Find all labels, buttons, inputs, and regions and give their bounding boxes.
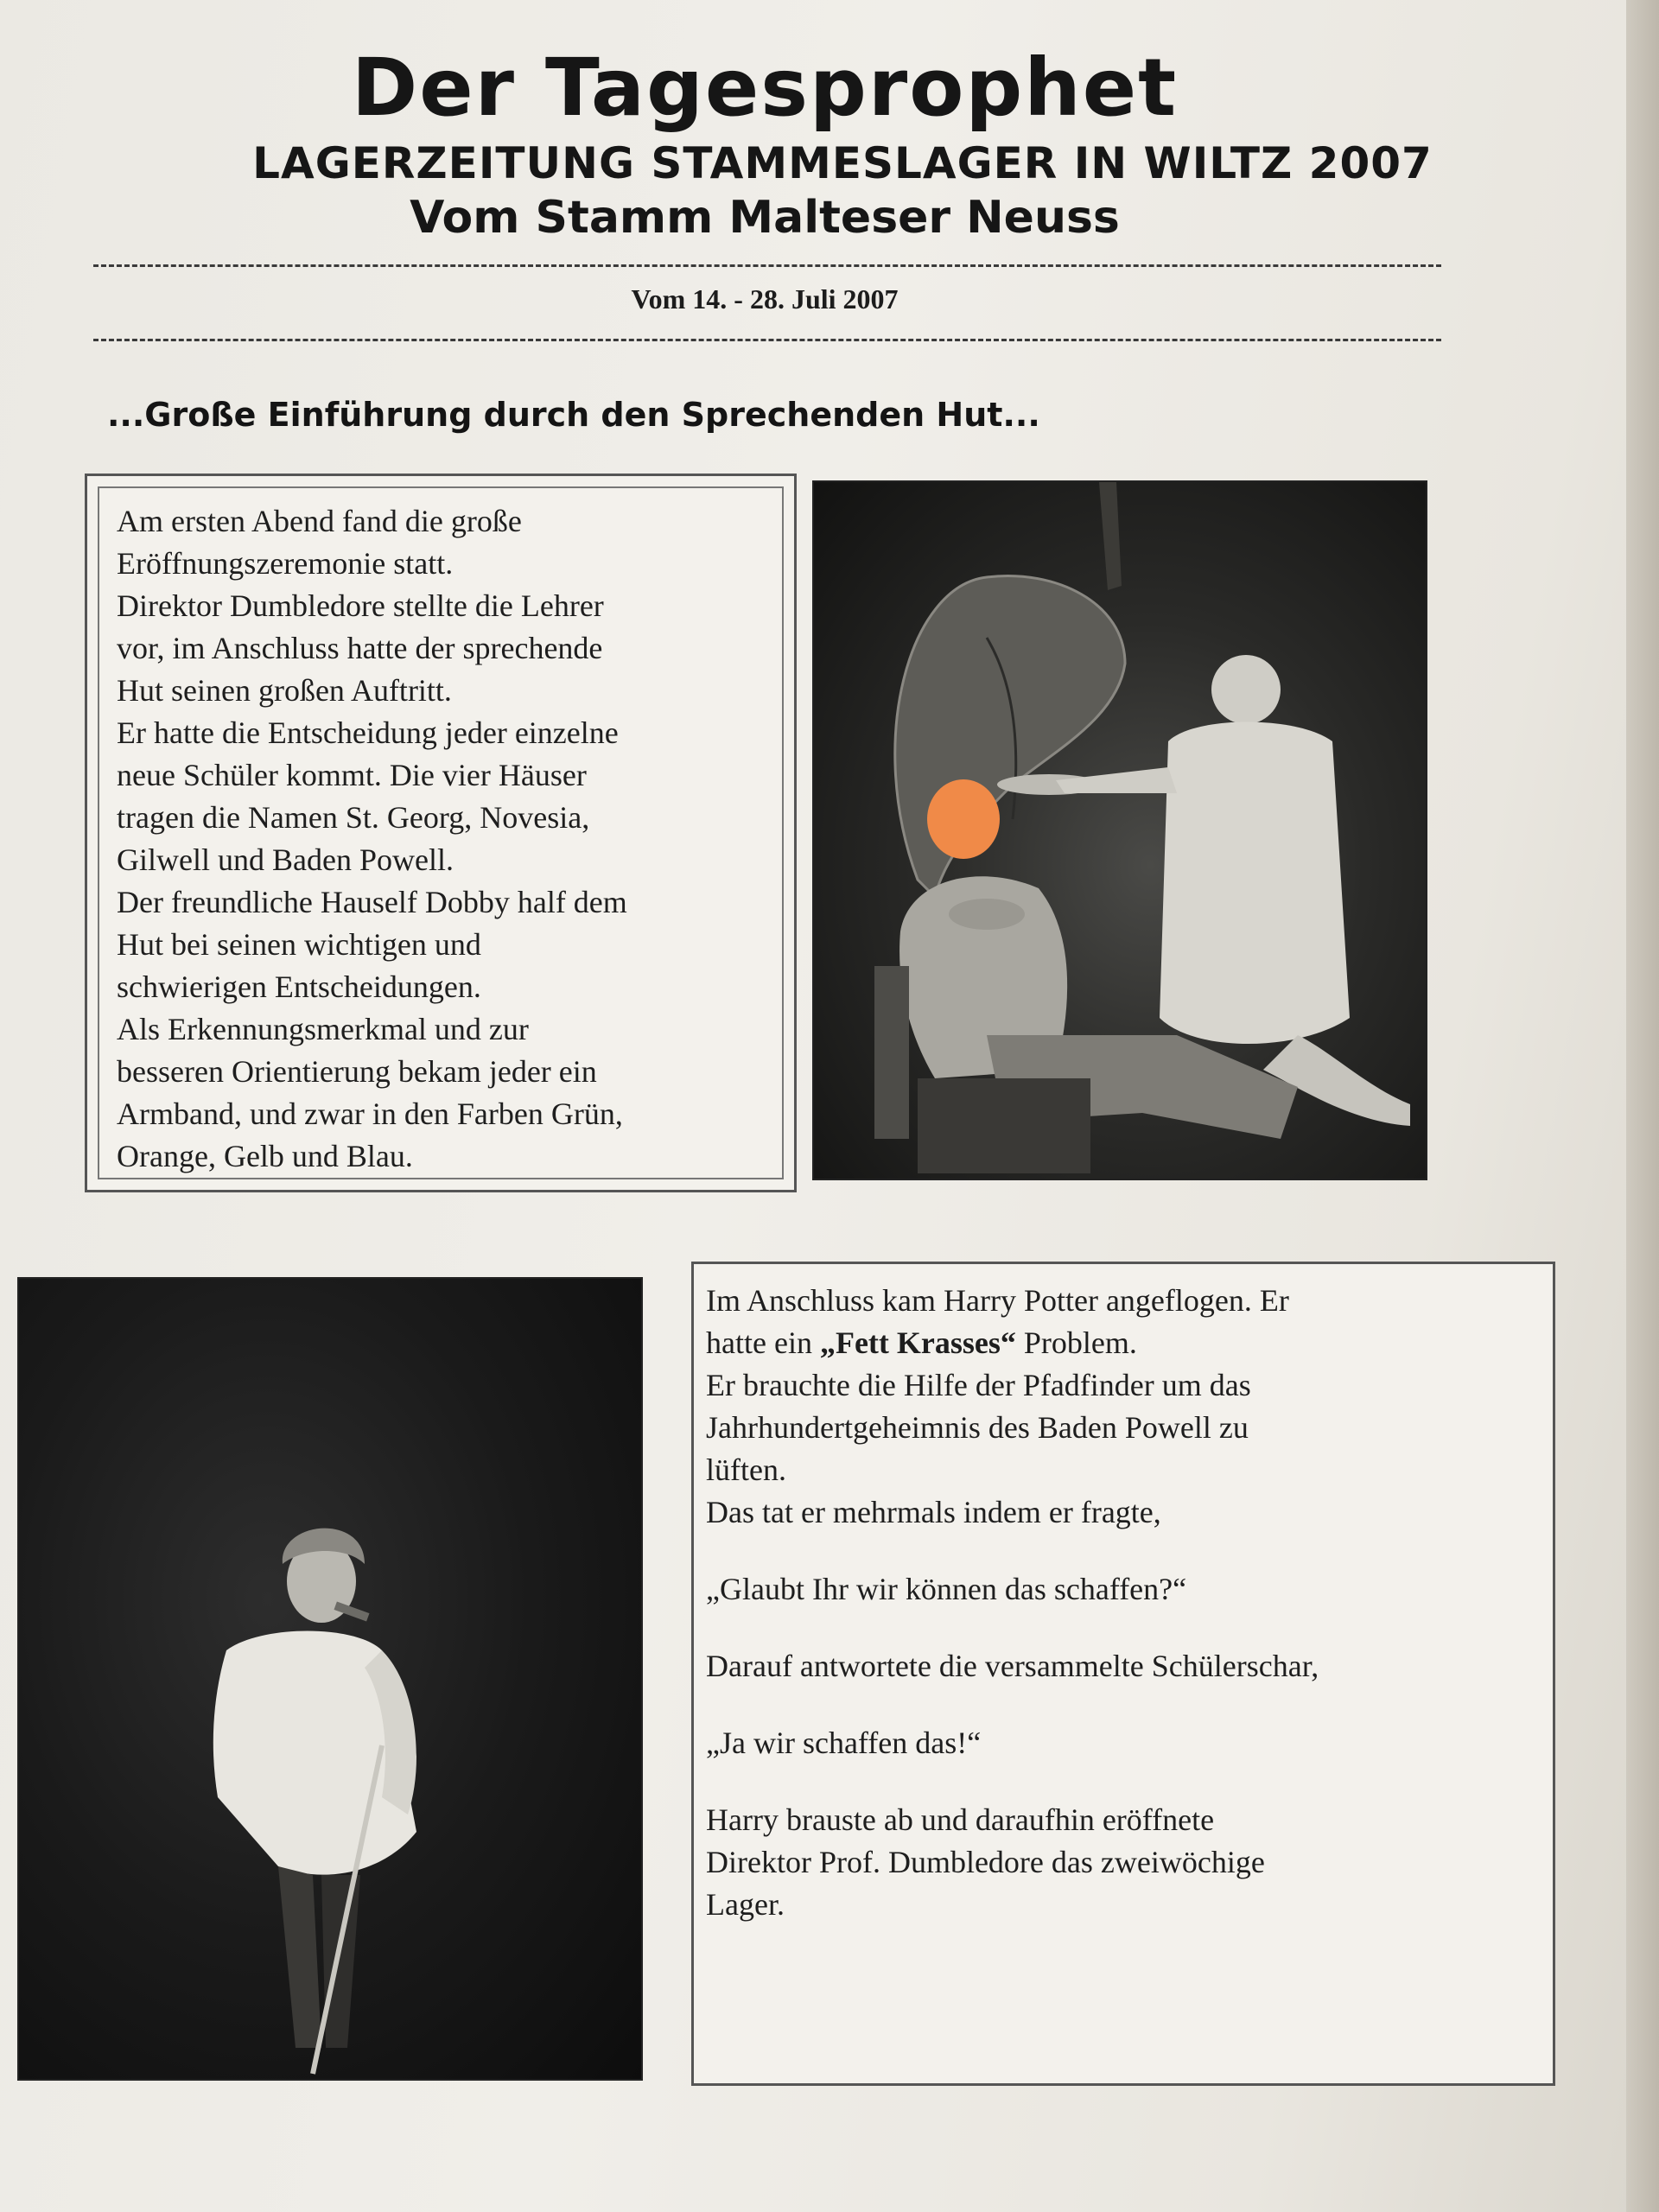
- photo-sorting-hat: [812, 480, 1427, 1180]
- line: Harry brauste ab und daraufhin eröffnete: [706, 1802, 1215, 1837]
- line: tragen die Namen St. Georg, Novesia,: [117, 800, 590, 835]
- line: Hut seinen großen Auftritt.: [117, 673, 452, 708]
- line: lüften.: [706, 1452, 786, 1487]
- page-edge: [1626, 0, 1659, 2212]
- line: Am ersten Abend fand die große: [117, 504, 522, 538]
- line: Armband, und zwar in den Farben Grün,: [117, 1096, 623, 1131]
- bold-phrase: „Fett Krasses“: [819, 1325, 1016, 1360]
- line: neue Schüler kommt. Die vier Häuser: [117, 758, 587, 792]
- line: Er brauchte die Hilfe der Pfadfinder um das: [706, 1368, 1251, 1402]
- closing-paragraph: [706, 1799, 1535, 1926]
- photo-harry-potter: [17, 1277, 643, 2081]
- intro-paragraph: [117, 500, 766, 1178]
- line: Eröffnungszeremonie statt.: [117, 546, 454, 581]
- newspaper-title: Der Tagesprophet: [351, 41, 1179, 134]
- line: Lager.: [706, 1887, 785, 1922]
- text-box-intro: [85, 474, 797, 1192]
- line: Problem.: [1015, 1325, 1137, 1360]
- text-box-inner: [98, 486, 784, 1179]
- article-headline: ...Große Einführung durch den Sprechenden Hut...: [107, 396, 1040, 434]
- line: hatte ein: [706, 1325, 820, 1360]
- line: Direktor Dumbledore stellte die Lehrer: [117, 588, 604, 623]
- harry-paragraph: [706, 1280, 1535, 1534]
- line: Im Anschluss kam Harry Potter angeflogen. Er: [706, 1283, 1289, 1318]
- line: Direktor Prof. Dumbledore das zweiwöchige: [706, 1845, 1265, 1879]
- line: Orange, Gelb und Blau.: [117, 1139, 413, 1173]
- line: Er hatte die Entscheidung jeder einzelne: [117, 715, 619, 750]
- text-box-harry: [691, 1262, 1555, 2086]
- divider-bottom: [93, 339, 1441, 341]
- newspaper-subtitle: LAGERZEITUNG STAMMESLAGER IN WILTZ 2007: [252, 138, 1433, 188]
- harry-potter-scene: [19, 1279, 641, 2079]
- face-blur: [927, 779, 1000, 859]
- quote-answer: „Ja wir schaffen das!“: [706, 1726, 982, 1760]
- quote-question: „Glaubt Ihr wir können das schaffen?“: [706, 1572, 1187, 1606]
- line: Als Erkennungsmerkmal und zur: [117, 1012, 529, 1046]
- text-box-inner: [694, 1264, 1553, 2083]
- newspaper-publisher: Vom Stamm Malteser Neuss: [410, 192, 1120, 244]
- dateline: Vom 14. - 28. Juli 2007: [631, 283, 899, 315]
- answer-intro: Darauf antwortete die versammelte Schülerschar,: [706, 1649, 1319, 1683]
- line: Hut bei seinen wichtigen und: [117, 927, 481, 962]
- line: besseren Orientierung bekam jeder ein: [117, 1054, 597, 1089]
- line: Gilwell und Baden Powell.: [117, 842, 454, 877]
- line: Jahrhundertgeheimnis des Baden Powell zu: [706, 1410, 1249, 1445]
- line: vor, im Anschluss hatte der sprechende: [117, 631, 603, 665]
- divider-top: [93, 264, 1441, 267]
- line: Der freundliche Hauself Dobby half dem: [117, 885, 627, 919]
- line: Das tat er mehrmals indem er fragte,: [706, 1495, 1161, 1529]
- line: schwierigen Entscheidungen.: [117, 969, 481, 1004]
- sorting-hat-scene: [814, 482, 1426, 1179]
